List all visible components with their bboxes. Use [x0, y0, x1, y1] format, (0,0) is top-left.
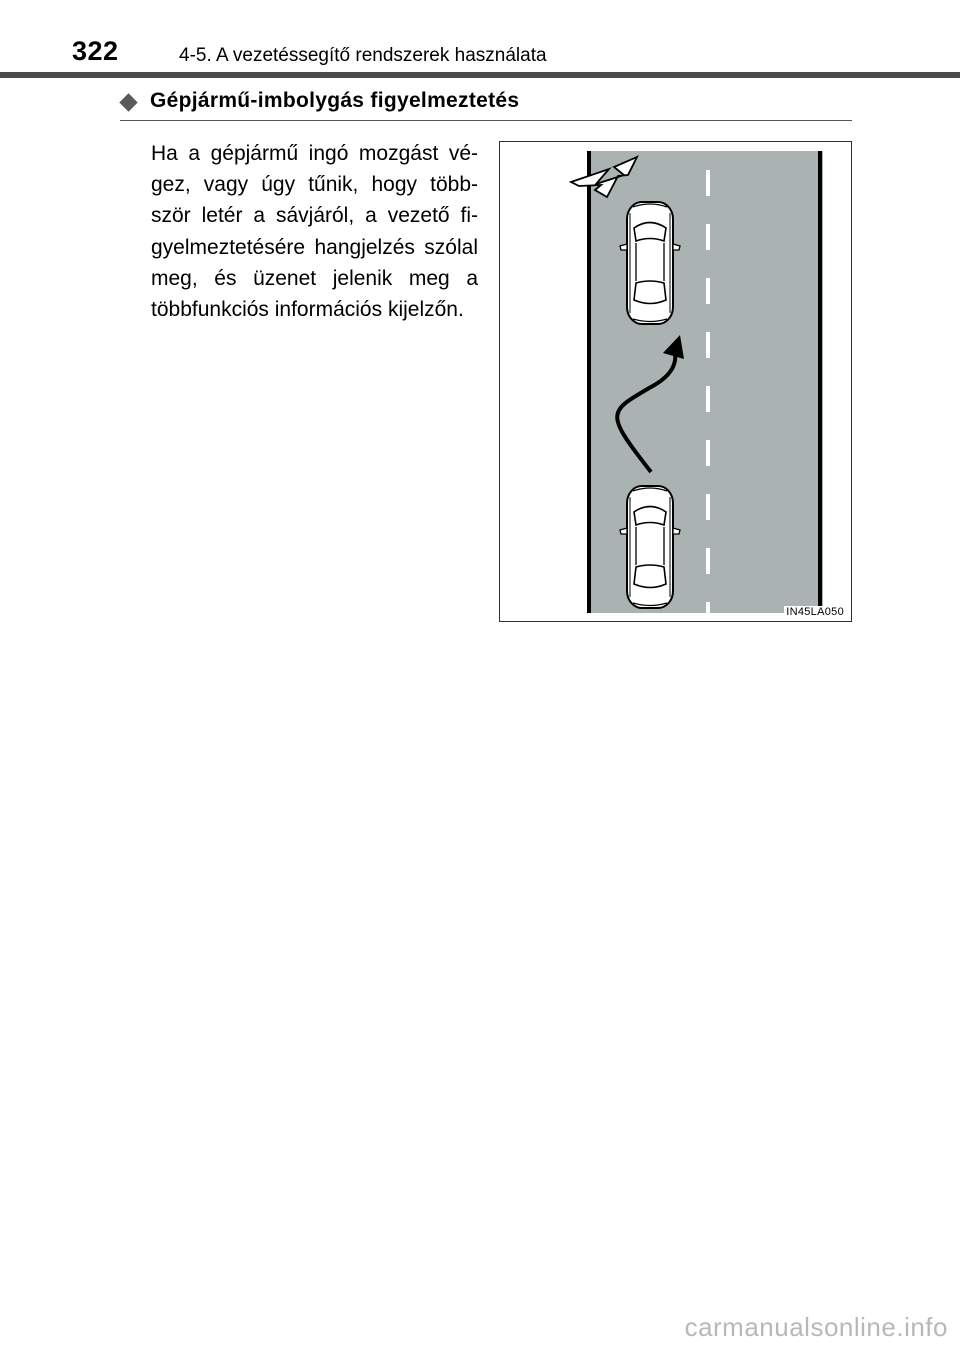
car-icon: [620, 202, 680, 324]
figure-code: IN45LA050: [786, 606, 844, 618]
lane-sway-illustration: [499, 141, 852, 622]
body-paragraph: Ha a gépjármű ingó mozgást vé- gez, vagy úgy tűnik, hogy több- ször letér a sávjáról, a vezető fi- gyelmeztetésére hangjelzés szólal meg, és üzenet jelenik meg a többfunkciós információs kijelzőn.: [151, 142, 478, 322]
section-heading: [120, 88, 852, 121]
illustration-svg: [500, 142, 850, 620]
chapter-title: 4-5. A vezetéssegítő rendszerek használata: [179, 45, 547, 66]
page-number: 322: [72, 36, 119, 66]
header-rule: [0, 72, 960, 78]
diamond-bullet-icon: [119, 93, 137, 111]
section-title: Gépjármű-imbolygás figyelmeztetés: [150, 89, 520, 112]
car-icon: [620, 486, 680, 608]
watermark: carmanualsonline.info: [684, 1312, 948, 1342]
road-surface: [587, 151, 823, 613]
